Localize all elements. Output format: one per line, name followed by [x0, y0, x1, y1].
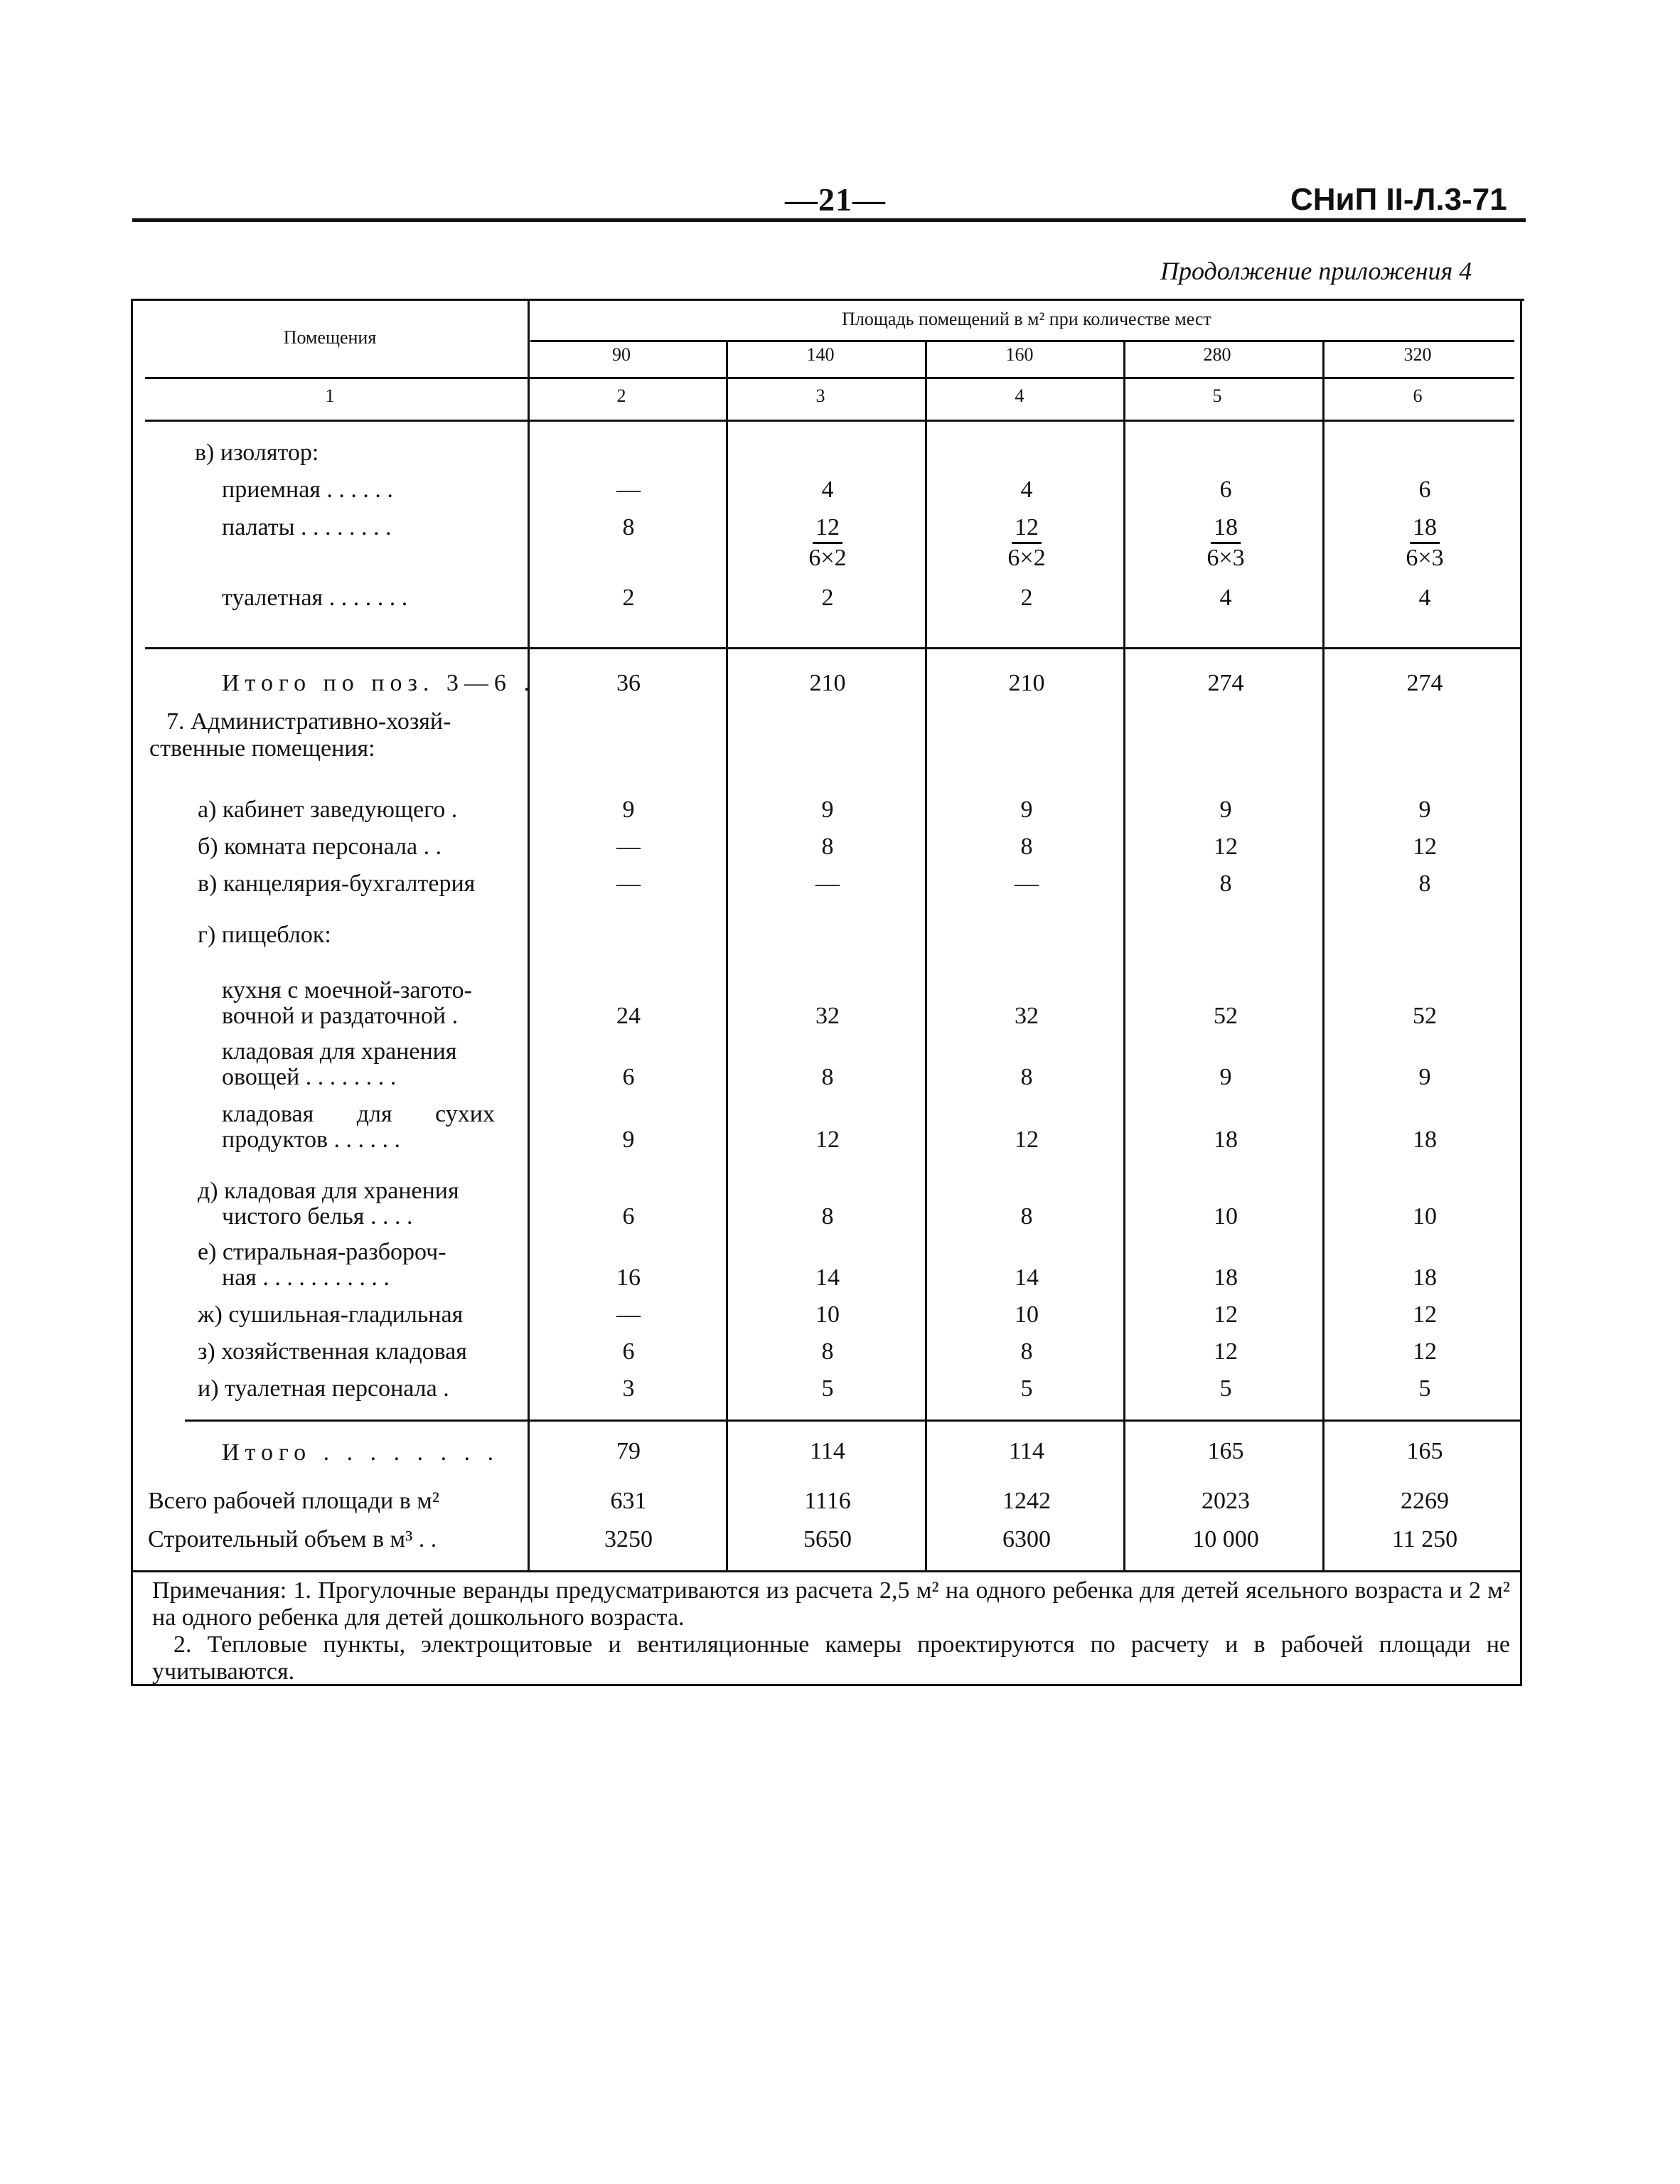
table-cell: 9	[1418, 1064, 1431, 1090]
table-cell: 32	[1015, 1003, 1039, 1029]
table-cell: 52	[1214, 1003, 1238, 1029]
table-cell: 165	[1406, 1438, 1443, 1464]
table-top-rule	[131, 299, 1524, 301]
header-rule	[132, 218, 1526, 222]
table-cell: 6	[622, 1064, 635, 1090]
table-cell: 18	[1214, 1264, 1238, 1291]
row-total-label: Итого . . . . . . . .	[222, 1439, 500, 1466]
row-laundry-label-1: е) стиральная-разбороч-	[198, 1239, 446, 1265]
section-rule	[145, 647, 1520, 649]
row-accounting-label: в) канцелярия-бухгалтерия	[198, 870, 476, 897]
table-cell: 4	[1418, 585, 1431, 611]
table-cell: 10 000	[1192, 1526, 1259, 1552]
table-cell: 5	[1020, 1375, 1033, 1402]
notes	[152, 1577, 1510, 1685]
capacity-140: 140	[806, 344, 835, 365]
table-cell: 8	[1020, 833, 1033, 860]
table-cell: 2	[821, 585, 834, 611]
document-code: СНиП II-Л.3-71	[1290, 182, 1507, 217]
header-rule-2	[145, 377, 1514, 379]
notes-top-rule	[131, 1570, 1522, 1572]
row-toilet-label: туалетная . . . . . . .	[222, 585, 408, 611]
fraction-denominator: 6×2	[1007, 545, 1046, 571]
fraction-numerator: 12	[813, 513, 842, 544]
capacity-160: 160	[1005, 344, 1034, 365]
row-drying-label: ж) сушильная-гладильная	[198, 1301, 464, 1328]
row-isolator-label: в) изолятор:	[195, 440, 319, 466]
table-cell: 6	[622, 1203, 635, 1230]
table-cell: 10	[1015, 1301, 1039, 1328]
row-laundry-label-2: ная . . . . . . . . . . .	[222, 1264, 390, 1291]
row-kitchen-label-2: вочной и раздаточной .	[222, 1003, 459, 1029]
header-rule-1	[530, 340, 1514, 342]
table-cell: 10	[1413, 1203, 1437, 1230]
table-cell: 4	[1020, 476, 1033, 503]
fraction-numerator: 12	[1012, 513, 1042, 544]
table-cell: 4	[1219, 585, 1232, 611]
table-cell: 631	[610, 1488, 647, 1514]
section-rule	[185, 1419, 1520, 1422]
col-number-1: 1	[325, 385, 335, 406]
table-cell: 36	[616, 670, 641, 696]
note-1: Примечания: 1. Прогулочные веранды предусматриваются из расчета 2,5 м² на одного ребенка для детей ясельного возраста и 2 м² на одного ребенка для детей дошкольного возраста.	[152, 1577, 1510, 1631]
row-reception-label: приемная . . . . . .	[222, 476, 393, 503]
table-cell: 6	[1219, 476, 1232, 503]
col-divider-2	[726, 341, 728, 1572]
area-table	[131, 299, 1524, 1721]
table-cell: 8	[1219, 870, 1232, 897]
table-left-border	[131, 299, 133, 1684]
table-cell: 8	[1020, 1338, 1033, 1365]
col-number-2: 2	[616, 385, 626, 406]
row-food-unit-label: г) пищеблок:	[198, 922, 331, 948]
page-number: —21—	[785, 181, 886, 218]
fraction-denominator: 6×3	[1207, 545, 1245, 571]
table-cell: 9	[821, 797, 834, 823]
table-cell: 8	[1020, 1203, 1033, 1230]
table-cell: —	[616, 870, 641, 897]
table-cell: —	[815, 870, 840, 897]
table-cell: 3	[622, 1375, 635, 1402]
fraction-numerator: 18	[1211, 513, 1241, 544]
col-divider-1	[528, 299, 530, 1572]
row-dry-store-label-2: продуктов . . . . . .	[222, 1126, 401, 1153]
row-volume-label: Строительный объем в м³ . .	[148, 1526, 437, 1552]
table-cell: 10	[1214, 1203, 1238, 1230]
capacity-320: 320	[1403, 344, 1432, 365]
table-cell: 210	[809, 670, 846, 696]
fraction-cell	[1140, 513, 1311, 572]
table-cell: 8	[821, 1064, 834, 1090]
table-cell: 114	[1009, 1438, 1044, 1464]
table-cell: —	[616, 833, 641, 860]
fraction-denominator: 6×2	[808, 545, 847, 571]
table-cell: 274	[1406, 670, 1443, 696]
table-cell: 9	[1219, 797, 1232, 823]
row-admin-label-2: ственные помещения:	[149, 735, 375, 762]
table-cell: 2	[622, 585, 635, 611]
table-cell: 3250	[604, 1526, 653, 1552]
col-divider-4	[1123, 341, 1125, 1572]
table-cell: 14	[1015, 1264, 1039, 1291]
table-cell: 9	[1418, 797, 1431, 823]
col-header-room: Помещения	[283, 327, 377, 348]
row-subtotal-label: Итого по поз. 3—6 .	[222, 670, 535, 696]
table-cell: 8	[622, 514, 635, 540]
row-household-label: з) хозяйственная кладовая	[198, 1338, 467, 1365]
col-divider-5	[1322, 341, 1325, 1572]
table-cell: 11 250	[1391, 1526, 1458, 1552]
fraction-cell	[941, 513, 1112, 572]
table-cell: 9	[622, 1126, 635, 1153]
table-cell: 6	[622, 1338, 635, 1365]
table-cell: 18	[1214, 1126, 1238, 1153]
table-cell: 9	[622, 797, 635, 823]
row-kitchen-label-1: кухня с моечной-загото-	[222, 977, 472, 1003]
table-cell: —	[616, 1301, 641, 1328]
row-linen-store-label-1: д) кладовая для хранения	[198, 1178, 459, 1204]
col-number-5: 5	[1212, 385, 1222, 406]
row-veg-store-label-2: овощей . . . . . . . .	[222, 1064, 397, 1090]
table-cell: 114	[810, 1438, 845, 1464]
table-cell: 12	[1214, 1338, 1238, 1365]
table-cell: 6	[1418, 476, 1431, 503]
table-cell: 12	[1413, 833, 1437, 860]
table-cell: 18	[1413, 1126, 1437, 1153]
table-cell: 9	[1219, 1064, 1232, 1090]
fraction-cell	[1339, 513, 1510, 572]
fraction-numerator: 18	[1410, 513, 1440, 544]
capacity-90: 90	[612, 344, 631, 365]
table-cell: 165	[1207, 1438, 1244, 1464]
table-cell: 210	[1008, 670, 1045, 696]
table-cell: 79	[616, 1438, 641, 1464]
row-wards-label: палаты . . . . . . . .	[222, 514, 392, 540]
fraction-denominator: 6×3	[1406, 545, 1444, 571]
table-cell: 4	[821, 476, 834, 503]
table-cell: 18	[1413, 1264, 1437, 1291]
table-cell: 1242	[1002, 1488, 1051, 1514]
fraction-cell	[742, 513, 913, 572]
header-rule-3	[145, 420, 1514, 422]
table-cell: 5650	[803, 1526, 852, 1552]
table-cell: 2	[1020, 585, 1033, 611]
row-staff-toilet-label: и) туалетная персонала .	[198, 1375, 449, 1402]
row-work-area-label: Всего рабочей площади в м²	[148, 1488, 439, 1514]
table-cell: 14	[815, 1264, 840, 1291]
table-cell: 2269	[1401, 1488, 1449, 1514]
row-admin-label-1: 7. Административно-хозяй-	[166, 708, 451, 735]
note-2: 2. Тепловые пункты, электрощитовые и вентиляционные камеры проектируются по расчету и в рабочей площади не учитываются.	[152, 1631, 1510, 1685]
table-cell: 8	[1020, 1064, 1033, 1090]
table-cell: 32	[815, 1003, 840, 1029]
table-cell: 2023	[1202, 1488, 1250, 1514]
col-number-3: 3	[815, 385, 825, 406]
table-cell: 8	[821, 833, 834, 860]
table-cell: 8	[821, 1203, 834, 1230]
row-veg-store-label-1: кладовая для хранения	[222, 1038, 457, 1065]
table-cell: 5	[821, 1375, 834, 1402]
table-cell: 52	[1413, 1003, 1437, 1029]
table-cell: 5	[1418, 1375, 1431, 1402]
table-cell: 6300	[1002, 1526, 1051, 1552]
table-right-border	[1520, 299, 1522, 1684]
table-cell: 12	[1214, 833, 1238, 860]
col-number-4: 4	[1015, 385, 1024, 406]
row-linen-store-label-2: чистого белья . . . .	[222, 1203, 413, 1230]
table-cell: 10	[815, 1301, 840, 1328]
table-cell: 274	[1207, 670, 1244, 696]
table-cell: 1116	[804, 1488, 851, 1514]
row-dry-store-label-1: кладовая для сухих	[222, 1101, 495, 1127]
row-head-office-label: а) кабинет заведующего .	[198, 797, 458, 823]
table-cell: 12	[1413, 1301, 1437, 1328]
continuation-caption: Продолжение приложения 4	[1160, 257, 1472, 285]
col-divider-3	[925, 341, 927, 1572]
table-cell: 16	[616, 1264, 641, 1291]
table-cell: 9	[1020, 797, 1033, 823]
table-cell: 8	[1418, 870, 1431, 897]
row-staff-room-label: б) комната персонала . .	[198, 833, 442, 860]
table-cell: 12	[815, 1126, 840, 1153]
table-cell: 24	[616, 1003, 641, 1029]
col-header-area: Площадь помещений в м² при количестве мест	[842, 309, 1211, 329]
table-cell: —	[1015, 870, 1039, 897]
table-cell: 5	[1219, 1375, 1232, 1402]
table-cell: 12	[1413, 1338, 1437, 1365]
table-cell: 12	[1015, 1126, 1039, 1153]
capacity-280: 280	[1203, 344, 1231, 365]
col-number-6: 6	[1413, 385, 1423, 406]
table-cell: 12	[1214, 1301, 1238, 1328]
table-cell: —	[616, 476, 641, 503]
table-cell: 8	[821, 1338, 834, 1365]
